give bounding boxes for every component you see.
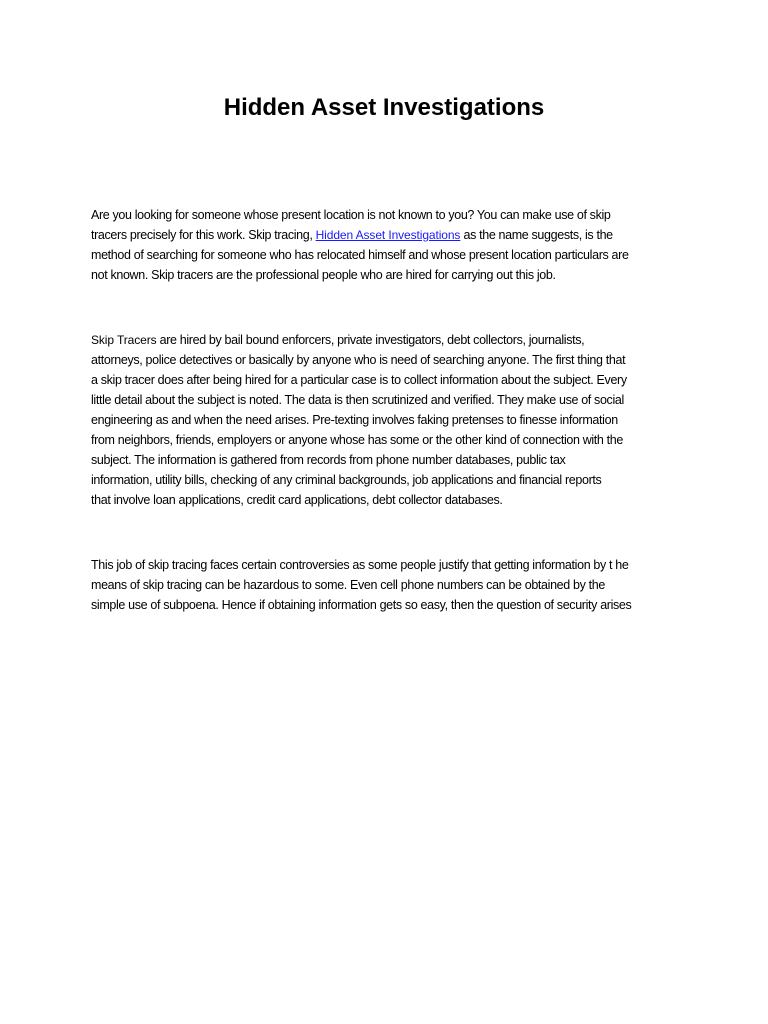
text-line: not known. Skip tracers are the professional people who are hired for carrying out this job.: [91, 268, 556, 282]
text-line: method of searching for someone who has relocated himself and whose present location particulars are: [91, 248, 629, 262]
text-segment: tracers precisely for this work. Skip tracing,: [91, 228, 316, 242]
skip-tracers-term: Skip Tracers: [91, 333, 157, 347]
text-line: means of skip tracing can be hazardous to some. Even cell phone numbers can be obtained by the: [91, 578, 605, 592]
text-line: [91, 225, 681, 245]
text-line: little detail about the subject is noted. The data is then scrutinized and verified. They make use of social: [91, 393, 624, 407]
text-line: simple use of subpoena. Hence if obtaining information gets so easy, then the question of security arises: [91, 598, 632, 612]
text-line: a skip tracer does after being hired for a particular case is to collect information about the subject. Every: [91, 373, 627, 387]
paragraph-intro: [91, 205, 681, 285]
text-line: from neighbors, friends, employers or anyone whose has some or the other kind of connection with the: [91, 433, 623, 447]
text-line: subject. The information is gathered from records from phone number databases, public tax: [91, 453, 566, 467]
text-line: attorneys, police detectives or basically by anyone who is need of searching anyone. The first thing that: [91, 353, 626, 367]
text-segment: as the name suggests, is the: [460, 228, 613, 242]
text-line: information, utility bills, checking of any criminal backgrounds, job applications and financial reports: [91, 473, 602, 487]
text-line: This job of skip tracing faces certain controversies as some people justify that getting information by t he: [91, 558, 629, 572]
text-line: [91, 330, 681, 350]
paragraph-controversies: [91, 555, 681, 615]
text-segment: are hired by bail bound enforcers, private investigators, debt collectors, journalists,: [156, 333, 585, 347]
text-line: engineering as and when the need arises. Pre-texting involves faking pretenses to finesse information: [91, 413, 618, 427]
paragraph-skip-tracers: [91, 330, 681, 510]
page-title: Hidden Asset Investigations: [223, 94, 545, 121]
hidden-asset-investigations-link[interactable]: Hidden Asset Investigations: [315, 228, 461, 242]
text-line: that involve loan applications, credit card applications, debt collector databases.: [91, 493, 503, 507]
text-line: Are you looking for someone whose present location is not known to you? You can make use of skip: [91, 208, 611, 222]
